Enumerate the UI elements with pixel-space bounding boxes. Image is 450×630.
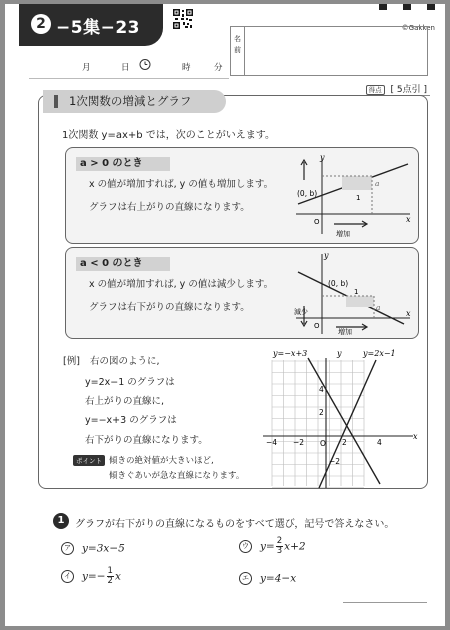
- slope-label: a: [376, 303, 381, 312]
- topic-title: 1次関数の増減とグラフ: [43, 90, 226, 113]
- question-text: グラフが右下がりの直線になるものをすべて選び，記号で答えなさい。: [75, 519, 395, 530]
- case-negative-title: a < 0 のとき: [76, 257, 170, 271]
- y-axis-label: y: [324, 251, 329, 260]
- option-u[interactable]: [239, 537, 306, 556]
- point-line2: 傾きぐあいが急な直線になります。: [109, 471, 245, 481]
- option-post: x+2: [284, 540, 306, 553]
- option-text: y=3x−5: [82, 542, 125, 555]
- worksheet-page: [5, 4, 445, 626]
- option-mark: ウ: [239, 540, 252, 553]
- option-pre: y=: [260, 540, 275, 553]
- origin-label: O: [314, 218, 320, 226]
- x-axis-label: x: [406, 215, 411, 224]
- increase-label: 増加: [336, 230, 350, 238]
- case-positive-title: a > 0 のとき: [76, 157, 170, 171]
- option-post: x: [114, 570, 121, 583]
- intercept-label: (0, b): [297, 189, 318, 198]
- x-tick: −4: [266, 438, 278, 447]
- intercept-label: (0, b): [328, 279, 349, 288]
- line-y-2x-minus-1: [319, 360, 376, 488]
- answer-line[interactable]: [343, 602, 427, 603]
- case-negative-line2: グラフは右下がりの直線になります。: [89, 302, 250, 313]
- run-label: 1: [354, 288, 359, 296]
- slope-label: a: [375, 179, 380, 188]
- y-tick: −2: [329, 457, 341, 466]
- line-b-label: y=2x−1: [363, 349, 396, 358]
- score-text: [ 5点引 ]: [390, 85, 427, 95]
- qr-code-icon: [173, 9, 193, 29]
- example-line5: 右下がりの直線になります。: [85, 435, 208, 446]
- y-tick: 2: [319, 408, 324, 417]
- publisher-credit: ©Gakken: [401, 24, 435, 32]
- case-positive-line1: x の値が増加すれば, y の値も増加します。: [89, 179, 274, 190]
- line-a-label: y=−x+3: [273, 349, 308, 358]
- x-tick: 4: [377, 438, 382, 447]
- case-positive-line2: グラフは右上がりの直線になります。: [89, 202, 250, 213]
- fraction: $\frac{1}{2}$: [107, 566, 113, 586]
- origin-label: O: [314, 322, 320, 330]
- y-tick: 4: [319, 385, 324, 394]
- decreasing-line-graph: [294, 250, 414, 336]
- point-line1: 傾きの絶対値が大きいほど,: [109, 456, 214, 466]
- clock-icon: [139, 58, 151, 70]
- point-badge: ポイント: [73, 455, 105, 466]
- topic-intro: 1次関数 y=ax+b では，次のことがいえます。: [62, 130, 275, 141]
- option-mark: ア: [61, 542, 74, 555]
- day-label: 日: [121, 63, 130, 73]
- y-axis-label: y: [337, 349, 342, 358]
- x-axis-label: x: [406, 309, 411, 318]
- option-text: y=4−x: [260, 572, 297, 585]
- run-label: 1: [356, 194, 361, 202]
- case-negative-line1: x の値が増加すれば, y の値は減少します。: [89, 279, 274, 290]
- minute-label: 分: [214, 63, 223, 73]
- example-line2: y=2x−1 のグラフは: [85, 377, 175, 388]
- case-positive-box: [65, 147, 419, 244]
- option-e[interactable]: [239, 572, 296, 585]
- x-tick: 2: [342, 438, 347, 447]
- month-label: 月: [82, 63, 91, 73]
- option-mark: エ: [239, 572, 252, 585]
- name-field[interactable]: [230, 26, 428, 76]
- origin-label: O: [320, 439, 326, 448]
- option-a[interactable]: [61, 542, 125, 555]
- example-line1: 右の図のように,: [90, 356, 160, 367]
- increasing-line-graph: [294, 152, 414, 240]
- case-negative-box: [65, 247, 419, 339]
- unit-number: 2: [31, 14, 51, 34]
- question-number: 1: [53, 513, 69, 529]
- increase-label: 増加: [338, 328, 352, 336]
- unit-tab: [19, 4, 163, 46]
- x-tick: −2: [293, 438, 305, 447]
- hour-label: 時: [182, 63, 191, 73]
- score-area: [366, 82, 427, 95]
- y-axis-label: y: [320, 153, 325, 162]
- option-mark: イ: [61, 570, 74, 583]
- name-label: 名前: [231, 27, 245, 75]
- date-underline: [29, 78, 229, 79]
- option-pre: y=−: [82, 570, 106, 583]
- fraction: $\frac{2}{3}$: [276, 536, 283, 556]
- example-line3: 右上がりの直線に,: [85, 396, 165, 407]
- example-graph: [263, 346, 423, 488]
- example-label: [例]: [63, 356, 80, 367]
- x-axis-label: x: [413, 432, 418, 441]
- score-badge: 得点: [366, 85, 385, 95]
- unit-code: −5集−23: [56, 18, 140, 38]
- graph-grid: [272, 360, 364, 488]
- option-i[interactable]: [61, 567, 121, 586]
- decrease-label: 減少: [294, 308, 308, 316]
- example-line4: y=−x+3 のグラフは: [85, 415, 177, 426]
